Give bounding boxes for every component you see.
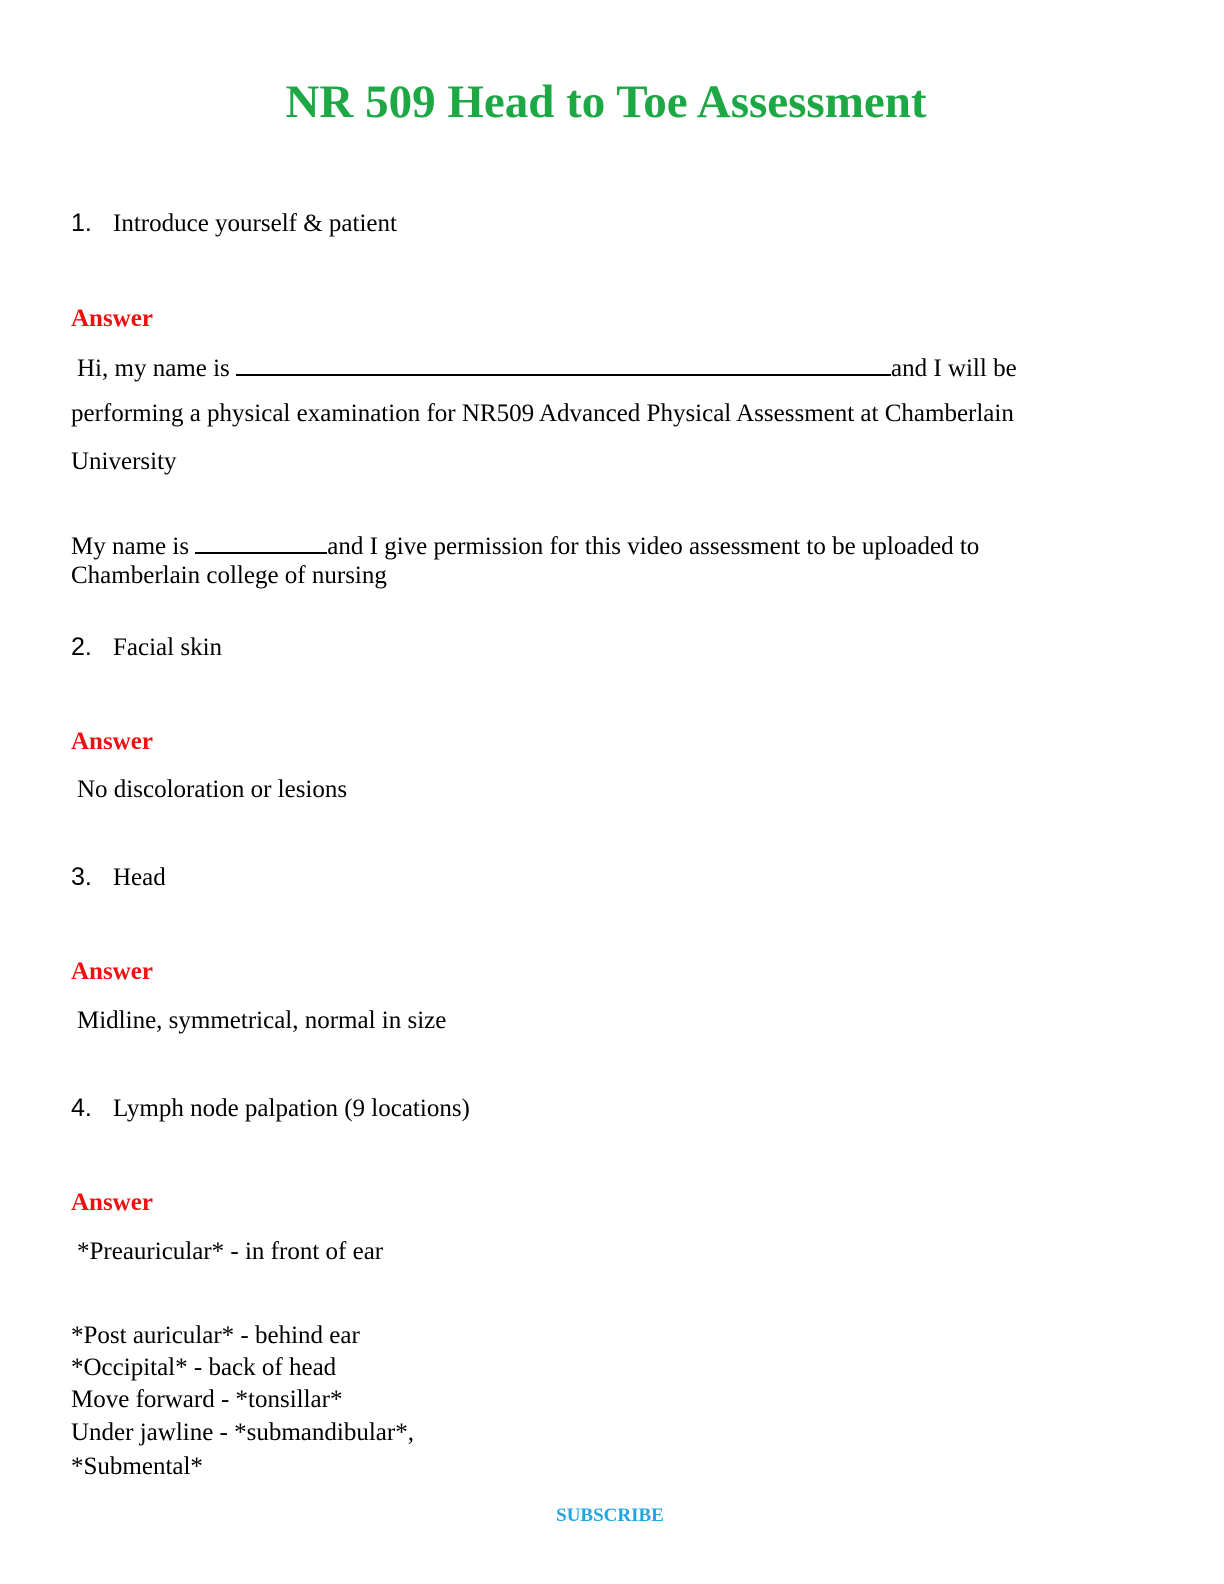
answer-text: My name is <box>71 533 196 560</box>
answer-4-line-6: *Submental* <box>71 1453 203 1480</box>
answer-label: Answer <box>71 958 153 985</box>
answer-text: Hi, my name is <box>77 355 237 382</box>
subscribe-link[interactable]: SUBSCRIBE <box>556 1505 664 1526</box>
answer-1-line-4 <box>71 530 979 562</box>
answer-1-line-5: Chamberlain college of nursing <box>71 562 387 589</box>
answer-label: Answer <box>71 1189 153 1216</box>
patient-name-blank-line <box>195 530 327 554</box>
question-text: Introduce yourself & patient <box>113 210 397 237</box>
question-number: 1. <box>71 209 92 237</box>
answer-label: Answer <box>71 305 153 332</box>
answer-text: and I will be <box>891 355 1017 382</box>
question-3 <box>71 862 166 893</box>
question-1 <box>71 208 397 239</box>
answer-1-line-2: performing a physical examination for NR509 Advanced Physical Assessment at Chamberlain <box>71 400 1014 427</box>
question-number: 4. <box>71 1094 92 1122</box>
question-text: Head <box>113 864 166 891</box>
question-2 <box>71 632 222 663</box>
page-title: NR 509 Head to Toe Assessment <box>285 76 927 128</box>
name-blank-line <box>236 352 891 376</box>
question-number: 2. <box>71 633 92 661</box>
answer-4-line-3: *Occipital* - back of head <box>71 1354 337 1381</box>
answer-2-text: No discoloration or lesions <box>77 776 348 803</box>
answer-4-line-1: *Preauricular* - in front of ear <box>77 1238 384 1265</box>
answer-4-line-4: Move forward - *tonsillar* <box>71 1386 343 1413</box>
answer-label: Answer <box>71 728 153 755</box>
question-number: 3. <box>71 863 92 891</box>
question-text: Lymph node palpation (9 locations) <box>113 1095 470 1122</box>
answer-4-line-2: *Post auricular* - behind ear <box>71 1322 360 1349</box>
question-4 <box>71 1093 470 1124</box>
answer-3-text: Midline, symmetrical, normal in size <box>77 1007 447 1034</box>
question-text: Facial skin <box>113 634 223 661</box>
answer-text: and I give permission for this video assessment to be uploaded to <box>327 533 980 560</box>
answer-4-line-5: Under jawline - *submandibular*, <box>71 1419 414 1446</box>
answer-1-line-1 <box>77 352 1017 384</box>
answer-1-line-3: University <box>71 448 177 475</box>
